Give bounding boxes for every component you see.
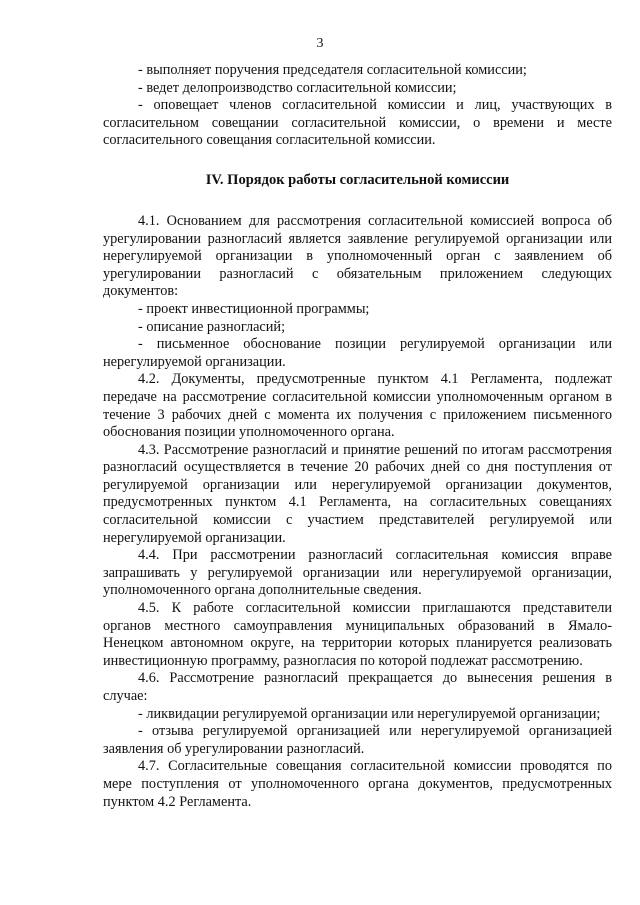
list-item-justification: - письменное обоснование позиции регулируемой организации или нерегулируемой организации. [103, 336, 612, 370]
paragraph-4-2: 4.2. Документы, предусмотренные пунктом 4.1 Регламента, подлежат передаче на рассмотрение согласительной комиссии уполномоченным органом в течение 3 рабочих дней с момента их получения с приложением письменного обоснования позиции уполномоченного органа. [103, 371, 612, 441]
paragraph-4-6: 4.6. Рассмотрение разногласий прекращается до вынесения решения в случае: [103, 670, 612, 704]
list-item-project: - проект инвестиционной программы; [138, 300, 370, 317]
section-heading: IV. Порядок работы согласительной комиссии [205, 171, 510, 188]
list-item-withdrawal: - отзыва регулируемой организацией или нерегулируемой организацией заявления об урегулировании разногласий. [103, 723, 612, 757]
intro-item-2: - ведет делопроизводство согласительной комиссии; [138, 79, 457, 96]
document-body [103, 62, 612, 811]
list-item-liquidation: - ликвидации регулируемой организации или нерегулируемой организации; [138, 705, 601, 722]
paragraph-4-3: 4.3. Рассмотрение разногласий и принятие решений по итогам рассмотрения разногласий осуществляется в течение 20 рабочих дней со дня поступления от регулируемой организации или нерегулируемой организации документов, предусмотренных пунктом 4.1 Регламента, на согласительных совещаниях согласительной комиссии с участием представителей регулируемой или нерегулируемой организации. [103, 441, 612, 546]
paragraph-4-4: 4.4. При рассмотрении разногласий согласительная комиссия вправе запрашивать у регулируемой организации или нерегулируемой организации, уполномоченного органа дополнительные сведения. [103, 547, 612, 599]
intro-item-1: - выполняет поручения председателя согласительной комиссии; [138, 62, 527, 78]
page-number: 3 [316, 36, 324, 51]
paragraph-4-1: 4.1. Основанием для рассмотрения согласительной комиссией вопроса об урегулировании разногласий является заявление регулируемой организации или нерегулируемой организации в уполномоченный орган с заявлением об урегулировании разногласий с обязательным приложением следующих документов: [103, 212, 612, 300]
paragraph-4-5: 4.5. К работе согласительной комиссии приглашаются представители органов местного самоуправления муниципальных образований в Ямало-Ненецком автономном округе, на территории которых планируется реализовать инвестиционную программу, разногласия по которой подлежат рассмотрению. [103, 600, 612, 669]
paragraph-4-7: 4.7. Согласительные совещания согласительной комиссии проводятся по мере поступления от уполномоченного органа документов, предусмотренных пунктом 4.2 Регламента. [103, 758, 612, 810]
intro-item-3: - оповещает членов согласительной комиссии и лиц, участвующих в согласительном совещании согласительной комиссии, о времени и месте согласительного совещания согласительной комиссии. [103, 97, 612, 149]
list-item-description: - описание разногласий; [138, 318, 286, 335]
